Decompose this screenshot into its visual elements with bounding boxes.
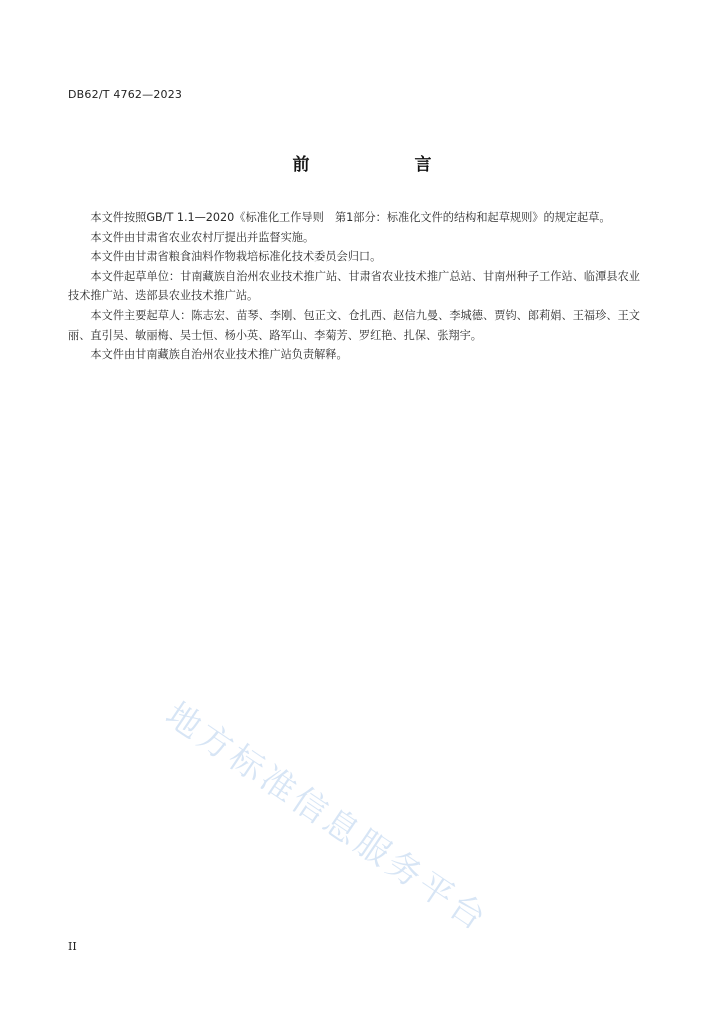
paragraph-drafting-units: 本文件起草单位：甘南藏族自治州农业技术推广站、甘肃省农业技术推广总站、甘南州种子工作站、临潭县农业技术推广站、迭部县农业技术推广站。 bbox=[68, 269, 640, 303]
paragraph-main-drafters: 本文件主要起草人：陈志宏、苗琴、李刚、包正文、仓扎西、赵信九曼、李城德、贾钧、郎莉娟、王福珍、王文丽、直引吴、敏丽梅、吴士恒、杨小英、路军山、李菊芳、罗红艳、扎保、张翔宇。 bbox=[68, 308, 640, 342]
page-title: 前 言 bbox=[292, 155, 476, 175]
paragraph-interpretation: 本文件由甘南藏族自治州农业技术推广站负责解释。 bbox=[90, 348, 348, 362]
preface-body bbox=[68, 208, 640, 365]
document-code: DB62/T 4762—2023 bbox=[68, 88, 183, 101]
paragraph-drafting-rules: 本文件按照GB/T 1.1—2020《标准化工作导则 第1部分：标准化文件的结构和起草规则》的规定起草。 bbox=[90, 211, 611, 224]
watermark: 地方标准信息服务平台 bbox=[158, 694, 496, 941]
paragraph-centralized-unit: 本文件由甘肃省粮食油料作物栽培标准化技术委员会归口。 bbox=[90, 250, 382, 264]
page-number: II bbox=[68, 940, 77, 953]
paragraph-proposer: 本文件由甘肃省农业农村厅提出并监督实施。 bbox=[90, 230, 315, 244]
